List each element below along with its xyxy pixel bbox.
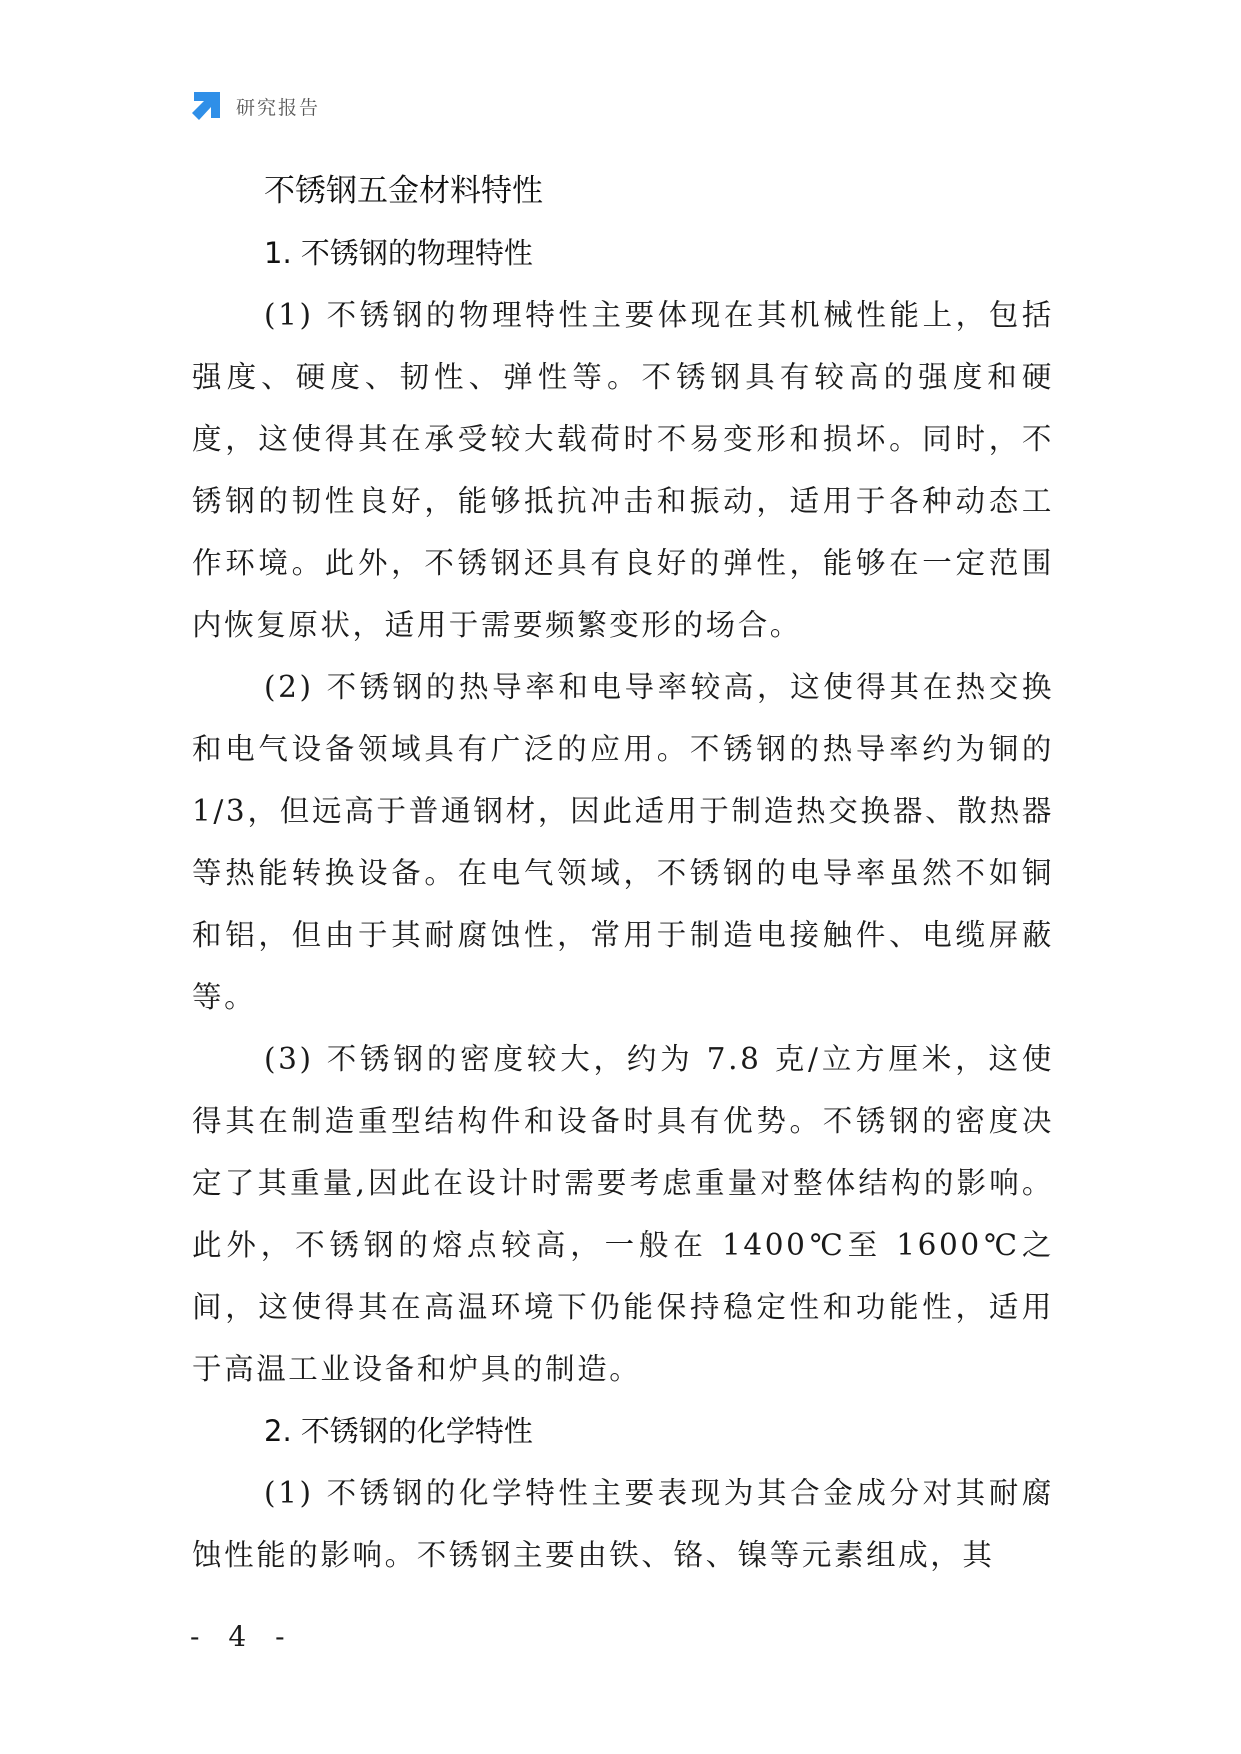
header-title: 研究报告: [236, 96, 321, 119]
document-title: 不锈钢五金材料特性: [264, 173, 543, 209]
paragraph: (1) 不锈钢的化学特性主要表现为其合金成分对其耐腐蚀性能的影响。不锈钢主要由铁、铬、镍等元素组成，其: [192, 1476, 1054, 1572]
paragraph: (3) 不锈钢的密度较大，约为 7.8 克/立方厘米，这使得其在制造重型结构件和设备时具有优势。不锈钢的密度决定了其重量,因此在设计时需要考虑重量对整体结构的影响。此外，不锈钢的熔点较高，一般在 1400℃至 1600℃之间，这使得其在高温环境下仍能保持稳定性和功能性，适用于高温工业设备和炉具的制造。: [192, 1042, 1054, 1386]
section-heading-physical: 1. 不锈钢的物理特性: [264, 236, 533, 270]
document-body: [192, 160, 1054, 1586]
section-heading-chemical: 2. 不锈钢的化学特性: [264, 1414, 533, 1448]
paragraph: (2) 不锈钢的热导率和电导率较高，这使得其在热交换和电气设备领域具有广泛的应用。不锈钢的热导率约为铜的1/3，但远高于普通钢材，因此适用于制造热交换器、散热器等热能转换设备。在电气领域，不锈钢的电导率虽然不如铜和铝，但由于其耐腐蚀性，常用于制造电接触件、电缆屏蔽等。: [192, 670, 1054, 1014]
page-number: - 4 -: [190, 1620, 295, 1653]
report-header: [190, 88, 320, 124]
diagonal-arrow-logo-icon: [190, 90, 222, 122]
paragraph: (1) 不锈钢的物理特性主要体现在其机械性能上，包括强度、硬度、韧性、弹性等。不锈钢具有较高的强度和硬度，这使得其在承受较大载荷时不易变形和损坏。同时，不锈钢的韧性良好，能够抵抗冲击和振动，适用于各种动态工作环境。此外，不锈钢还具有良好的弹性，能够在一定范围内恢复原状，适用于需要频繁变形的场合。: [192, 298, 1054, 642]
